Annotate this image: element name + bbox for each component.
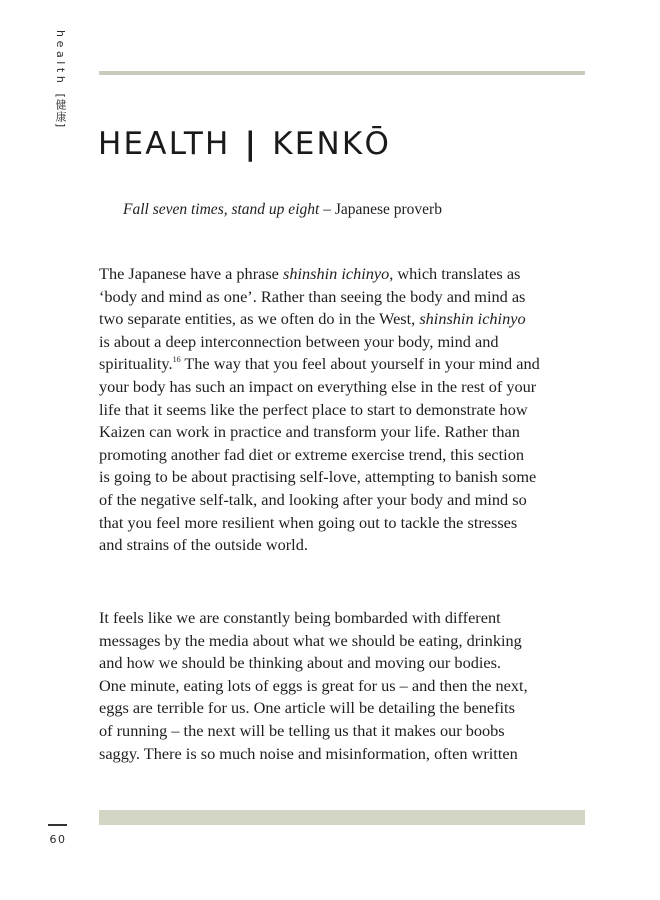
title-japanese: KENKŌ <box>272 126 392 162</box>
top-divider-rule <box>99 71 585 75</box>
text-line: your body has such an impact on everything else in the rest of your <box>99 376 537 396</box>
text-line: messages by the media about what we should be eating, drinking <box>99 630 522 650</box>
text-line: is going to be about practising self-love, attempting to banish some <box>99 467 537 487</box>
title-english: HEALTH <box>98 126 231 162</box>
section-label-kanji: [健康] <box>54 93 67 129</box>
text-line: It feels like we are constantly being bombarded with different <box>99 608 501 627</box>
title-separator: | <box>244 126 259 162</box>
body-paragraph-1 <box>99 263 585 557</box>
text-line: of running – the next will be telling us that it makes our boobs <box>99 720 505 740</box>
footnote-reference[interactable]: 16 <box>172 355 181 365</box>
text-line: spirituality.$^{16}$ The way that you feel about yourself in your mind and <box>99 354 540 374</box>
section-label-text: health <box>54 30 67 87</box>
epigraph-attribution: – Japanese proverb <box>319 201 442 218</box>
page-number: 60 <box>49 833 67 846</box>
text-line: One minute, eating lots of eggs is great for us – and then the next, <box>99 675 528 695</box>
japanese-term: shinshin ichinyo <box>419 309 526 329</box>
text-line: that you feel more resilient when going out to tackle the stresses <box>99 512 518 532</box>
text-line: promoting another fad diet or extreme exercise trend, this section <box>99 444 524 464</box>
epigraph-quote: Fall seven times, stand up eight <box>123 201 320 218</box>
text-line: of the negative self-talk, and looking after your body and mind so <box>99 489 527 509</box>
text-line: Kaizen can work in practice and transform your life. Rather than <box>99 422 520 442</box>
text-line: and how we should be thinking about and moving our bodies. <box>99 653 502 673</box>
text-line: ‘body and mind as one’. Rather than seeing the body and mind as <box>99 286 526 306</box>
page-number-rule <box>48 824 67 826</box>
text-line: two separate entities, as we often do in the West, shinshin ichinyo <box>99 309 526 329</box>
text-line: The Japanese have a phrase shinshin ichinyo, which translates as <box>99 264 521 283</box>
epigraph <box>123 201 442 219</box>
text-line: is about a deep interconnection between your body, mind and <box>99 331 499 351</box>
bottom-decorative-bar <box>99 810 585 825</box>
text-line: saggy. There is so much noise and misinformation, often written <box>99 743 518 763</box>
chapter-title <box>98 124 391 164</box>
text-line: and strains of the outside world. <box>99 535 308 555</box>
japanese-term: shinshin ichinyo <box>282 264 390 283</box>
text-line: eggs are terrible for us. One article will be detailing the benefits <box>99 698 515 718</box>
body-paragraph-2 <box>99 607 585 765</box>
running-section-label <box>53 30 67 128</box>
text-line: life that it seems like the perfect place to start to demonstrate how <box>99 399 528 419</box>
